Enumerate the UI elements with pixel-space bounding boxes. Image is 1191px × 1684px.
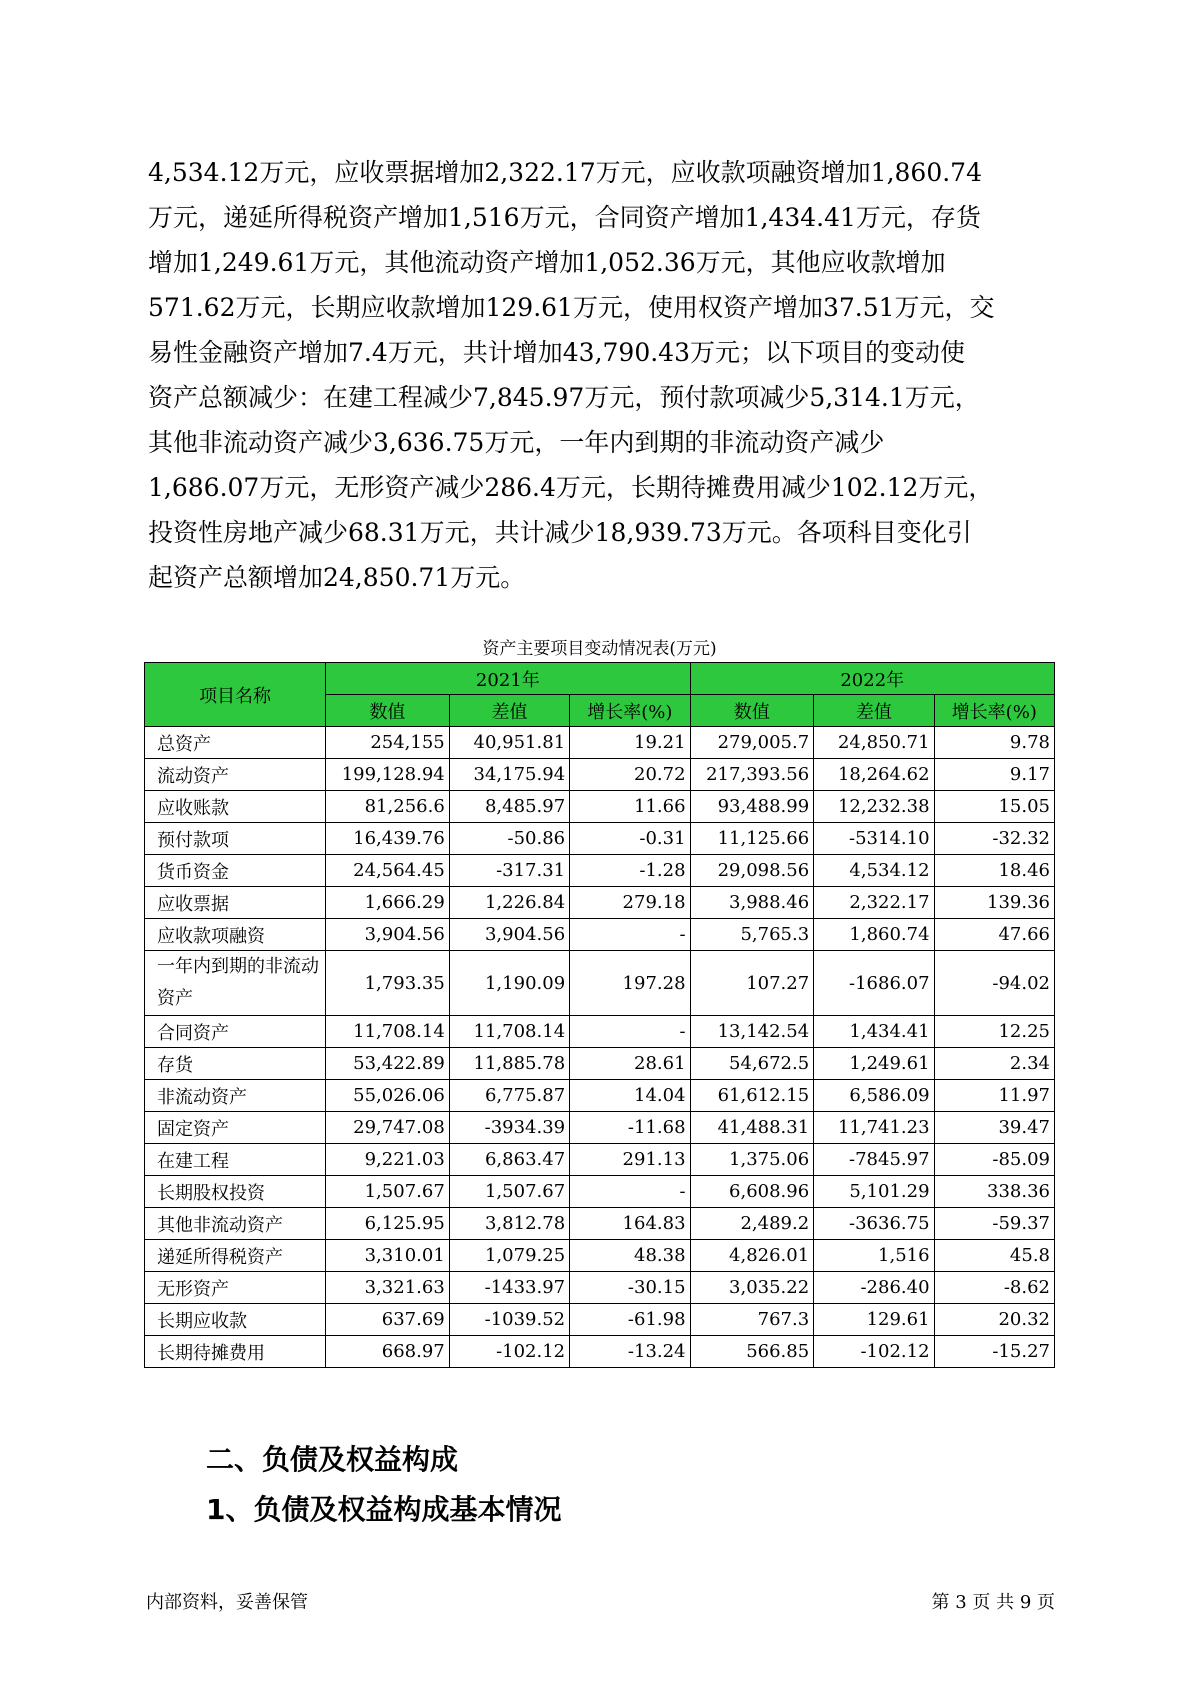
- table-cell: -: [570, 1176, 690, 1208]
- row-label: 非流动资产: [145, 1080, 326, 1112]
- table-cell: 4,534.12: [814, 855, 934, 887]
- table-cell: -15.27: [934, 1336, 1054, 1368]
- table-cell: 1,507.67: [449, 1176, 569, 1208]
- table-cell: 1,860.74: [814, 919, 934, 951]
- table-cell: 2,489.2: [690, 1208, 814, 1240]
- subheader-growth: 增长率(%): [570, 695, 690, 727]
- table-cell: 6,586.09: [814, 1080, 934, 1112]
- table-cell: 254,155: [326, 727, 450, 759]
- table-cell: -85.09: [934, 1144, 1054, 1176]
- table-cell: -61.98: [570, 1304, 690, 1336]
- table-cell: 14.04: [570, 1080, 690, 1112]
- table-cell: 9.78: [934, 727, 1054, 759]
- paragraph-line: 571.62万元，长期应收款增加129.61万元，使用权资产增加37.51万元，交: [148, 293, 995, 322]
- table-cell: 6,125.95: [326, 1208, 450, 1240]
- table-cell: 9,221.03: [326, 1144, 450, 1176]
- table-row: [145, 919, 1055, 951]
- table-cell: -59.37: [934, 1208, 1054, 1240]
- table-cell: 279,005.7: [690, 727, 814, 759]
- table-row: [145, 1240, 1055, 1272]
- table-cell: 1,249.61: [814, 1048, 934, 1080]
- table-cell: -13.24: [570, 1336, 690, 1368]
- footer-confidential: 内部资料，妥善保管: [146, 1592, 308, 1613]
- row-label: 流动资产: [145, 759, 326, 791]
- table-row: [145, 951, 1055, 1016]
- asset-change-table: [144, 662, 1055, 1368]
- subheader-value: 数值: [690, 695, 814, 727]
- row-label: 其他非流动资产: [145, 1208, 326, 1240]
- table-row: [145, 1048, 1055, 1080]
- table-cell: 1,507.67: [326, 1176, 450, 1208]
- table-cell: 1,226.84: [449, 887, 569, 919]
- table-cell: 566.85: [690, 1336, 814, 1368]
- table-cell: 3,904.56: [449, 919, 569, 951]
- header-item-name: 项目名称: [145, 663, 326, 727]
- row-label: 固定资产: [145, 1112, 326, 1144]
- table-cell: 4,826.01: [690, 1240, 814, 1272]
- table-row: [145, 1208, 1055, 1240]
- paragraph-line: 4,534.12万元，应收票据增加2,322.17万元，应收款项融资增加1,860.74: [148, 158, 982, 187]
- table-cell: -8.62: [934, 1272, 1054, 1304]
- table-cell: -102.12: [449, 1336, 569, 1368]
- row-label: 应收款项融资: [145, 919, 326, 951]
- table-cell: 41,488.31: [690, 1112, 814, 1144]
- section-heading: 二、负债及权益构成: [206, 1443, 459, 1476]
- table-cell: -286.40: [814, 1272, 934, 1304]
- table-cell: 39.47: [934, 1112, 1054, 1144]
- table-cell: 6,863.47: [449, 1144, 569, 1176]
- table-cell: 3,035.22: [690, 1272, 814, 1304]
- row-label: 递延所得税资产: [145, 1240, 326, 1272]
- paragraph-line: 万元，递延所得税资产增加1,516万元，合同资产增加1,434.41万元，存货: [148, 203, 981, 232]
- table-cell: 129.61: [814, 1304, 934, 1336]
- table-cell: 3,988.46: [690, 887, 814, 919]
- table-cell: 19.21: [570, 727, 690, 759]
- table-cell: -317.31: [449, 855, 569, 887]
- table-cell: -7845.97: [814, 1144, 934, 1176]
- table-row: [145, 759, 1055, 791]
- table-cell: -1039.52: [449, 1304, 569, 1336]
- table-cell: 139.36: [934, 887, 1054, 919]
- row-label: 货币资金: [145, 855, 326, 887]
- table-cell: 1,516: [814, 1240, 934, 1272]
- table-cell: 3,904.56: [326, 919, 450, 951]
- footer-page-number: 第 3 页 共 9 页: [931, 1592, 1055, 1613]
- table-cell: 53,422.89: [326, 1048, 450, 1080]
- table-cell: 81,256.6: [326, 791, 450, 823]
- table-body: [145, 727, 1055, 1368]
- table-cell: -0.31: [570, 823, 690, 855]
- table-cell: -94.02: [934, 951, 1054, 1016]
- paragraph-line: 资产总额减少：在建工程减少7,845.97万元，预付款项减少5,314.1万元，: [148, 383, 980, 412]
- table-cell: 18.46: [934, 855, 1054, 887]
- table-cell: -5314.10: [814, 823, 934, 855]
- subheader-value: 数值: [326, 695, 450, 727]
- table-cell: 55,026.06: [326, 1080, 450, 1112]
- table-cell: 668.97: [326, 1336, 450, 1368]
- table-cell: 1,793.35: [326, 951, 450, 1016]
- subsection-heading: 1、负债及权益构成基本情况: [206, 1493, 562, 1526]
- header-year-2021: 2021年: [326, 663, 690, 695]
- paragraph-line: 易性金融资产增加7.4万元，共计增加43,790.43万元；以下项目的变动使: [148, 338, 965, 367]
- table-cell: 107.27: [690, 951, 814, 1016]
- table-cell: -32.32: [934, 823, 1054, 855]
- table-cell: 16,439.76: [326, 823, 450, 855]
- row-label: 应收账款: [145, 791, 326, 823]
- table-cell: 28.61: [570, 1048, 690, 1080]
- row-label: 无形资产: [145, 1272, 326, 1304]
- table-cell: 2.34: [934, 1048, 1054, 1080]
- subheader-diff: 差值: [814, 695, 934, 727]
- paragraph-line: 1,686.07万元，无形资产减少286.4万元，长期待摊费用减少102.12万元，: [148, 473, 994, 502]
- table-cell: 93,488.99: [690, 791, 814, 823]
- table-cell: 47.66: [934, 919, 1054, 951]
- table-row: [145, 1176, 1055, 1208]
- table-cell: 12,232.38: [814, 791, 934, 823]
- table-cell: 11,885.78: [449, 1048, 569, 1080]
- table-cell: 637.69: [326, 1304, 450, 1336]
- table-cell: 2,322.17: [814, 887, 934, 919]
- table-cell: 11.97: [934, 1080, 1054, 1112]
- table-cell: 12.25: [934, 1016, 1054, 1048]
- table-row: [145, 1272, 1055, 1304]
- row-label: 总资产: [145, 727, 326, 759]
- table-cell: 1,190.09: [449, 951, 569, 1016]
- table-row: [145, 1112, 1055, 1144]
- paragraph-line: 投资性房地产减少68.31万元，共计减少18,939.73万元。各项科目变化引: [148, 518, 972, 547]
- row-label: 长期应收款: [145, 1304, 326, 1336]
- table-cell: 279.18: [570, 887, 690, 919]
- table-cell: 6,775.87: [449, 1080, 569, 1112]
- table-cell: -3934.39: [449, 1112, 569, 1144]
- table-cell: -30.15: [570, 1272, 690, 1304]
- table-row: [145, 1304, 1055, 1336]
- table-cell: 5,101.29: [814, 1176, 934, 1208]
- table-cell: 217,393.56: [690, 759, 814, 791]
- table-cell: 5,765.3: [690, 919, 814, 951]
- table-cell: 11,125.66: [690, 823, 814, 855]
- table-cell: 34,175.94: [449, 759, 569, 791]
- table-cell: 20.72: [570, 759, 690, 791]
- table-row: [145, 1336, 1055, 1368]
- table-cell: 13,142.54: [690, 1016, 814, 1048]
- table-cell: 18,264.62: [814, 759, 934, 791]
- table-cell: 45.8: [934, 1240, 1054, 1272]
- table-cell: 8,485.97: [449, 791, 569, 823]
- table-cell: 291.13: [570, 1144, 690, 1176]
- row-label: 长期待摊费用: [145, 1336, 326, 1368]
- row-label: 长期股权投资: [145, 1176, 326, 1208]
- table-caption: 资产主要项目变动情况表(万元): [482, 639, 717, 659]
- table-cell: 29,747.08: [326, 1112, 450, 1144]
- table-cell: -50.86: [449, 823, 569, 855]
- table-cell: -1686.07: [814, 951, 934, 1016]
- table-row: [145, 823, 1055, 855]
- table-cell: 3,310.01: [326, 1240, 450, 1272]
- table-cell: 767.3: [690, 1304, 814, 1336]
- table-cell: 1,666.29: [326, 887, 450, 919]
- table-cell: 29,098.56: [690, 855, 814, 887]
- table-cell: -102.12: [814, 1336, 934, 1368]
- table-cell: 199,128.94: [326, 759, 450, 791]
- table-cell: 20.32: [934, 1304, 1054, 1336]
- table-cell: 40,951.81: [449, 727, 569, 759]
- table-cell: 48.38: [570, 1240, 690, 1272]
- table-cell: 197.28: [570, 951, 690, 1016]
- table-cell: 1,079.25: [449, 1240, 569, 1272]
- table-cell: 11,708.14: [449, 1016, 569, 1048]
- paragraph-line: 其他非流动资产减少3,636.75万元，一年内到期的非流动资产减少: [148, 428, 885, 457]
- row-label: 合同资产: [145, 1016, 326, 1048]
- table-cell: -1433.97: [449, 1272, 569, 1304]
- table-cell: -: [570, 919, 690, 951]
- table-cell: 1,434.41: [814, 1016, 934, 1048]
- paragraph-line: 增加1,249.61万元，其他流动资产增加1,052.36万元，其他应收款增加: [148, 248, 946, 277]
- table-cell: 61,612.15: [690, 1080, 814, 1112]
- subheader-growth: 增长率(%): [934, 695, 1054, 727]
- row-label: 在建工程: [145, 1144, 326, 1176]
- table-row: [145, 727, 1055, 759]
- body-paragraph: [148, 150, 1056, 600]
- row-label: 应收票据: [145, 887, 326, 919]
- table-cell: 164.83: [570, 1208, 690, 1240]
- table-row: [145, 1016, 1055, 1048]
- table-cell: 6,608.96: [690, 1176, 814, 1208]
- table-cell: 24,564.45: [326, 855, 450, 887]
- table-cell: 54,672.5: [690, 1048, 814, 1080]
- table-cell: 338.36: [934, 1176, 1054, 1208]
- table-cell: -1.28: [570, 855, 690, 887]
- table-row: [145, 1144, 1055, 1176]
- row-label: 预付款项: [145, 823, 326, 855]
- row-label: 一年内到期的非流动资产: [145, 951, 326, 1016]
- table-row: [145, 887, 1055, 919]
- header-year-2022: 2022年: [690, 663, 1054, 695]
- table-cell: 3,321.63: [326, 1272, 450, 1304]
- table-cell: -3636.75: [814, 1208, 934, 1240]
- table-cell: 24,850.71: [814, 727, 934, 759]
- table-row: [145, 791, 1055, 823]
- table-cell: 15.05: [934, 791, 1054, 823]
- table-cell: -11.68: [570, 1112, 690, 1144]
- table-cell: 9.17: [934, 759, 1054, 791]
- row-label: 存货: [145, 1048, 326, 1080]
- table-cell: 11.66: [570, 791, 690, 823]
- paragraph-line: 起资产总额增加24,850.71万元。: [148, 563, 526, 592]
- table-cell: -: [570, 1016, 690, 1048]
- table-cell: 1,375.06: [690, 1144, 814, 1176]
- subheader-diff: 差值: [449, 695, 569, 727]
- table-cell: 3,812.78: [449, 1208, 569, 1240]
- table-cell: 11,741.23: [814, 1112, 934, 1144]
- table-row: [145, 855, 1055, 887]
- table-row: [145, 1080, 1055, 1112]
- table-cell: 11,708.14: [326, 1016, 450, 1048]
